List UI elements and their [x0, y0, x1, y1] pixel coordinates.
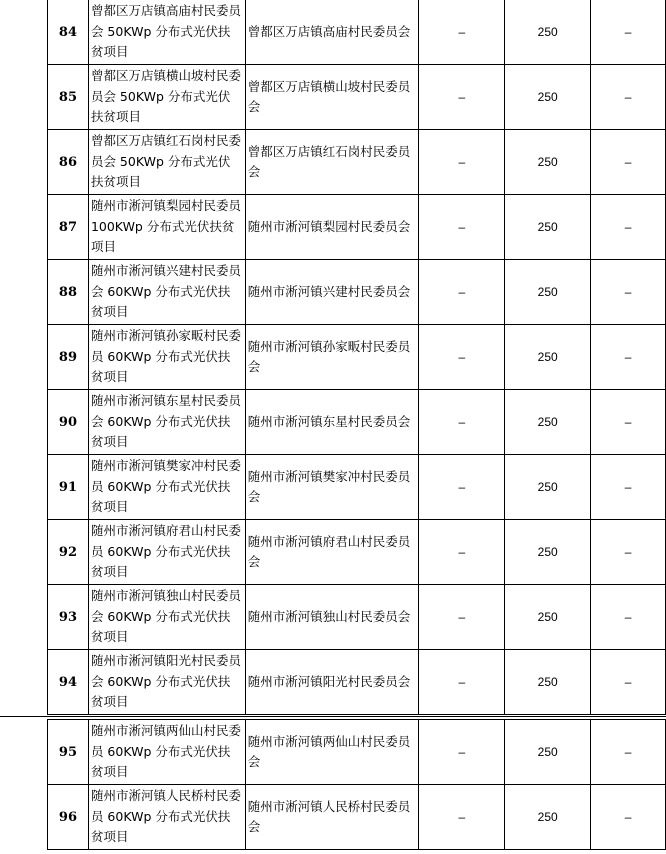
table-row	[48, 325, 666, 390]
value-b: 250	[505, 390, 591, 455]
table-row	[48, 720, 666, 785]
row-number: 86	[48, 130, 89, 195]
row-number: 92	[48, 520, 89, 585]
value-b: 250	[505, 650, 591, 715]
project-name: 随州市淅河镇人民桥村民委员 60KWp 分布式光伏扶贫项目	[88, 785, 245, 850]
project-name: 曾都区万店镇高庙村民委员会 50KWp 分布式光伏扶贫项目	[88, 0, 245, 65]
implementing-unit: 曾都区万店镇高庙村民委员会	[245, 0, 419, 65]
project-name: 曾都区万店镇横山坡村民委员会 50KWp 分布式光伏扶贫项目	[88, 65, 245, 130]
value-b: 250	[505, 520, 591, 585]
row-number: 91	[48, 455, 89, 520]
value-b: 250	[505, 65, 591, 130]
row-number: 87	[48, 195, 89, 260]
project-table-top	[47, 0, 666, 715]
project-name: 随州市淅河镇府君山村民委员 60KWp 分布式光伏扶贫项目	[88, 520, 245, 585]
value-c: –	[591, 325, 666, 390]
implementing-unit: 随州市淅河镇东星村民委员会	[245, 390, 419, 455]
table-row	[48, 455, 666, 520]
table-row	[48, 520, 666, 585]
row-number: 95	[48, 720, 89, 785]
project-name: 随州市淅河镇兴建村民委员会 60KWp 分布式光伏扶贫项目	[88, 260, 245, 325]
value-c: –	[591, 130, 666, 195]
implementing-unit: 随州市淅河镇孙家畈村民委员会	[245, 325, 419, 390]
value-a: –	[419, 785, 505, 850]
row-number: 96	[48, 785, 89, 850]
value-a: –	[419, 0, 505, 65]
value-c: –	[591, 260, 666, 325]
project-name: 曾都区万店镇红石岗村民委员会 50KWp 分布式光伏扶贫项目	[88, 130, 245, 195]
table-row	[48, 0, 666, 65]
project-table-bottom	[47, 719, 666, 850]
implementing-unit: 随州市淅河镇梨园村民委员会	[245, 195, 419, 260]
implementing-unit: 随州市淅河镇独山村民委员会	[245, 585, 419, 650]
table-row	[48, 650, 666, 715]
value-a: –	[419, 390, 505, 455]
value-c: –	[591, 650, 666, 715]
implementing-unit: 曾都区万店镇红石岗村民委员会	[245, 130, 419, 195]
value-b: 250	[505, 260, 591, 325]
value-c: –	[591, 785, 666, 850]
value-c: –	[591, 720, 666, 785]
value-a: –	[419, 585, 505, 650]
value-c: –	[591, 455, 666, 520]
value-c: –	[591, 195, 666, 260]
value-b: 250	[505, 0, 591, 65]
row-number: 89	[48, 325, 89, 390]
implementing-unit: 随州市淅河镇人民桥村民委员会	[245, 785, 419, 850]
implementing-unit: 曾都区万店镇横山坡村民委员会	[245, 65, 419, 130]
value-c: –	[591, 65, 666, 130]
project-name: 随州市淅河镇东星村民委员会 60KWp 分布式光伏扶贫项目	[88, 390, 245, 455]
value-a: –	[419, 65, 505, 130]
project-name: 随州市淅河镇两仙山村民委员 60KWp 分布式光伏扶贫项目	[88, 720, 245, 785]
value-a: –	[419, 720, 505, 785]
value-b: 250	[505, 195, 591, 260]
row-number: 90	[48, 390, 89, 455]
table-row	[48, 195, 666, 260]
implementing-unit: 随州市淅河镇阳光村民委员会	[245, 650, 419, 715]
value-a: –	[419, 455, 505, 520]
value-c: –	[591, 585, 666, 650]
project-name: 随州市淅河镇阳光村民委员会 60KWp 分布式光伏扶贫项目	[88, 650, 245, 715]
project-name: 随州市淅河镇孙家畈村民委员 60KWp 分布式光伏扶贫项目	[88, 325, 245, 390]
project-name: 随州市淅河镇独山村民委员会 60KWp 分布式光伏扶贫项目	[88, 585, 245, 650]
value-b: 250	[505, 785, 591, 850]
table-row	[48, 260, 666, 325]
value-c: –	[591, 520, 666, 585]
value-b: 250	[505, 720, 591, 785]
row-number: 93	[48, 585, 89, 650]
row-number: 84	[48, 0, 89, 65]
implementing-unit: 随州市淅河镇兴建村民委员会	[245, 260, 419, 325]
value-c: –	[591, 0, 666, 65]
table-row	[48, 65, 666, 130]
row-number: 94	[48, 650, 89, 715]
value-a: –	[419, 650, 505, 715]
value-b: 250	[505, 130, 591, 195]
value-b: 250	[505, 585, 591, 650]
project-name: 随州市淅河镇梨园村民委员 100KWp 分布式光伏扶贫项目	[88, 195, 245, 260]
value-a: –	[419, 325, 505, 390]
project-name: 随州市淅河镇樊家冲村民委员 60KWp 分布式光伏扶贫项目	[88, 455, 245, 520]
value-a: –	[419, 130, 505, 195]
value-a: –	[419, 260, 505, 325]
implementing-unit: 随州市淅河镇府君山村民委员会	[245, 520, 419, 585]
value-a: –	[419, 195, 505, 260]
value-b: 250	[505, 325, 591, 390]
row-number: 85	[48, 65, 89, 130]
page-divider	[0, 716, 666, 717]
value-c: –	[591, 390, 666, 455]
row-number: 88	[48, 260, 89, 325]
implementing-unit: 随州市淅河镇两仙山村民委员会	[245, 720, 419, 785]
table-row	[48, 390, 666, 455]
table-row	[48, 785, 666, 850]
value-a: –	[419, 520, 505, 585]
table-row	[48, 130, 666, 195]
value-b: 250	[505, 455, 591, 520]
implementing-unit: 随州市淅河镇樊家冲村民委员会	[245, 455, 419, 520]
table-row	[48, 585, 666, 650]
